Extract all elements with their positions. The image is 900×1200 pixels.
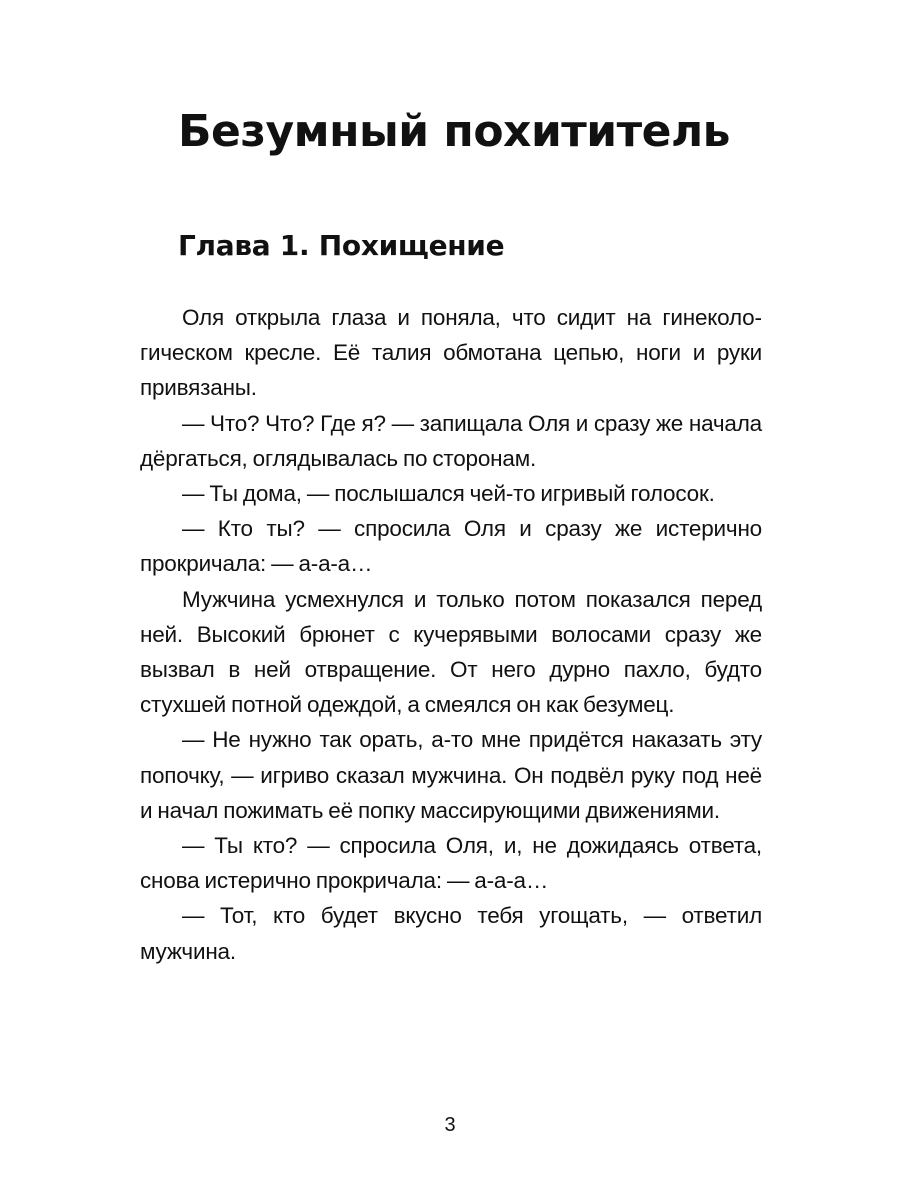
paragraph: Мужчина усмехнулся и только потом показался перед ней. Высокий брюнет с кучерявыми волосами сразу же вызвал в ней отвращение. От него дурно пахло, будто стухшей потной одеждой, а смеялся он как безумец.: [140, 586, 762, 718]
paragraph: — Ты кто? — спросила Оля, и, не дожидаясь ответа, снова истерично прокричала: — а-а-а…: [140, 833, 762, 894]
paragraph: — Не нужно так орать, а-то мне придётся наказать эту попочку, — игриво сказал мужчина. Он подвёл руку под неё и начал пожимать её попку массирующими движениями.: [140, 727, 762, 823]
paragraph: — Ты дома, — послышался чей-то игривый голосок.: [182, 481, 715, 507]
paragraph: — Тот, кто будет вкусно тебя угощать, — ответил мужчина.: [140, 903, 762, 964]
paragraph: Оля открыла глаза и поняла, что сидит на гинекологическом кресле. Её талия обмотана цепью, ноги и руки привязаны.: [140, 305, 762, 401]
page-number: 3: [444, 1114, 456, 1136]
book-title: Безумный похититель: [178, 106, 730, 157]
paragraph: — Кто ты? — спросила Оля и сразу же истерично прокричала: — а-а-а…: [140, 516, 762, 577]
chapter-title: Глава 1. Похищение: [178, 229, 505, 262]
paragraph: — Что? Что? Где я? — запищала Оля и сразу же начала дёргаться, оглядывалась по сторонам.: [140, 410, 762, 471]
chapter-body: [140, 300, 762, 969]
